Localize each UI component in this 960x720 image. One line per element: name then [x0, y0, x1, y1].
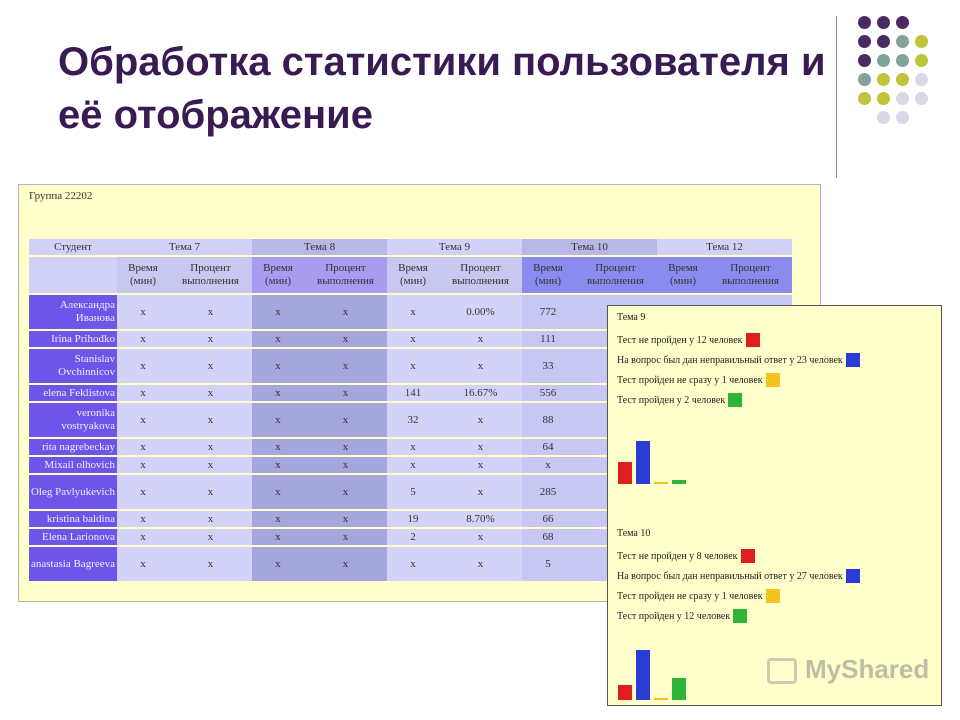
popup-topic-title: Тема 9 — [617, 312, 646, 323]
table-cell: 5 — [387, 474, 439, 510]
table-cell: 556 — [522, 384, 574, 402]
table-cell: x — [252, 474, 304, 510]
popup-topic-section — [617, 312, 860, 410]
table-cell: 772 — [522, 294, 574, 330]
legend-line — [617, 370, 860, 390]
table-cell: x — [252, 438, 304, 456]
table-cell: x — [117, 438, 169, 456]
table-cell: x — [169, 546, 252, 582]
table-cell: x — [252, 456, 304, 474]
table-cell: x — [252, 330, 304, 348]
student-name[interactable]: Irina Prihodko — [29, 330, 117, 348]
table-cell: 0.00% — [439, 294, 522, 330]
table-cell: 64 — [522, 438, 574, 456]
legend-line — [617, 546, 860, 566]
table-cell: x — [387, 456, 439, 474]
legend-line — [617, 350, 860, 370]
percent-column-header: Процент выполнения — [304, 256, 387, 294]
table-cell: x — [387, 294, 439, 330]
decorative-dot — [896, 111, 909, 124]
table-cell: x — [439, 402, 522, 438]
decorative-dot — [877, 35, 890, 48]
table-cell: x — [439, 456, 522, 474]
table-cell: x — [304, 510, 387, 528]
chart-bar — [618, 462, 632, 484]
table-cell: 2 — [387, 528, 439, 546]
topic-header: Тема 7 — [117, 239, 252, 256]
legend-text: На вопрос был дан неправильный ответ у 27 человек — [617, 570, 843, 582]
table-cell: x — [169, 438, 252, 456]
decorative-dot — [877, 16, 890, 29]
student-name[interactable]: kristina baldina — [29, 510, 117, 528]
legend-line — [617, 390, 860, 410]
table-cell: x — [169, 456, 252, 474]
legend-color-swatch — [728, 393, 742, 407]
table-cell: x — [304, 384, 387, 402]
chart-bar — [618, 685, 632, 700]
time-column-header: Время (мин) — [387, 256, 439, 294]
table-cell: x — [439, 546, 522, 582]
time-column-header: Время (мин) — [657, 256, 709, 294]
legend-text: Тест пройден у 12 человек — [617, 610, 731, 622]
time-column-header: Время (мин) — [117, 256, 169, 294]
legend-line — [617, 606, 860, 626]
percent-column-header: Процент выполнения — [574, 256, 657, 294]
legend-color-swatch — [766, 589, 780, 603]
table-cell: x — [169, 330, 252, 348]
student-name[interactable]: Mixail olhovich — [29, 456, 117, 474]
table-cell: x — [439, 438, 522, 456]
decorative-dot — [915, 54, 928, 67]
table-cell: x — [304, 330, 387, 348]
table-cell: x — [117, 546, 169, 582]
table-cell: x — [387, 438, 439, 456]
table-cell: 68 — [522, 528, 574, 546]
statistics-popup — [607, 305, 942, 706]
decorative-dot — [877, 111, 890, 124]
table-cell: x — [387, 330, 439, 348]
chart-bar — [672, 480, 686, 484]
legend-line — [617, 330, 860, 350]
legend-text: На вопрос был дан неправильный ответ у 23 человек — [617, 354, 843, 366]
legend-color-swatch — [733, 609, 747, 623]
student-name[interactable]: Александра Иванова — [29, 294, 117, 330]
decorative-dot — [896, 73, 909, 86]
table-cell: 33 — [522, 348, 574, 384]
decorative-dot — [858, 54, 871, 67]
popup-topic-title: Тема 10 — [617, 528, 651, 539]
table-cell: x — [169, 348, 252, 384]
popup-bar-chart — [618, 640, 698, 700]
table-cell: x — [252, 528, 304, 546]
table-cell: x — [169, 384, 252, 402]
table-cell: x — [387, 546, 439, 582]
watermark: MyShared — [805, 654, 930, 684]
table-cell: x — [304, 546, 387, 582]
chart-bar — [654, 482, 668, 484]
table-cell: x — [522, 456, 574, 474]
legend-text: Тест не пройден у 8 человек — [617, 550, 738, 562]
table-cell: x — [252, 384, 304, 402]
table-cell: x — [387, 348, 439, 384]
table-cell: x — [439, 528, 522, 546]
table-cell: x — [117, 348, 169, 384]
legend-text: Тест пройден не сразу у 1 человек — [617, 374, 763, 386]
topic-header: Тема 9 — [387, 239, 522, 256]
table-cell: x — [304, 528, 387, 546]
table-cell: 66 — [522, 510, 574, 528]
table-cell: 19 — [387, 510, 439, 528]
decorative-dot — [858, 35, 871, 48]
decorative-dot — [915, 35, 928, 48]
decorative-dot — [896, 16, 909, 29]
legend-color-swatch — [746, 333, 760, 347]
student-name[interactable]: anastasia Bagreeva — [29, 546, 117, 582]
table-cell: x — [169, 510, 252, 528]
title-divider — [836, 16, 837, 178]
student-name[interactable]: Stanislav Ovchinnicov — [29, 348, 117, 384]
decorative-dot — [877, 54, 890, 67]
table-cell: x — [117, 402, 169, 438]
table-cell: x — [117, 510, 169, 528]
table-cell: 8.70% — [439, 510, 522, 528]
table-cell: x — [117, 384, 169, 402]
table-cell: 32 — [387, 402, 439, 438]
table-cell: x — [304, 348, 387, 384]
table-cell: x — [304, 474, 387, 510]
table-cell: x — [252, 510, 304, 528]
topic-header: Тема 8 — [252, 239, 387, 256]
slide-title: Обработка статистики пользователя и её отображение — [58, 40, 826, 137]
table-cell: x — [304, 294, 387, 330]
decorative-dot — [858, 92, 871, 105]
legend-color-swatch — [846, 353, 860, 367]
chart-bar — [672, 678, 686, 700]
legend-text: Тест пройден не сразу у 1 человек — [617, 590, 763, 602]
table-cell: x — [304, 438, 387, 456]
table-cell: 16.67% — [439, 384, 522, 402]
decorative-dot — [877, 73, 890, 86]
table-cell: 111 — [522, 330, 574, 348]
legend-line — [617, 586, 860, 606]
table-cell: x — [169, 402, 252, 438]
chart-bar — [636, 441, 650, 484]
table-cell: x — [304, 402, 387, 438]
table-cell: x — [169, 474, 252, 510]
legend-color-swatch — [741, 549, 755, 563]
table-cell: x — [252, 402, 304, 438]
legend-text: Тест не пройден у 12 человек — [617, 334, 743, 346]
decorative-dot — [915, 92, 928, 105]
table-cell: x — [439, 330, 522, 348]
table-cell: x — [117, 294, 169, 330]
table-cell: x — [117, 456, 169, 474]
topic-header: Тема 10 — [522, 239, 657, 256]
table-cell: x — [439, 474, 522, 510]
table-cell: x — [169, 294, 252, 330]
chart-bar — [636, 650, 650, 700]
table-cell: x — [169, 528, 252, 546]
topic-header-row — [29, 239, 792, 256]
table-cell: x — [252, 294, 304, 330]
decorative-dot — [915, 73, 928, 86]
legend-color-swatch — [846, 569, 860, 583]
table-cell: x — [117, 330, 169, 348]
student-name[interactable]: elena Feklistova — [29, 384, 117, 402]
legend-line — [617, 566, 860, 586]
popup-topic-section — [617, 528, 860, 626]
column-header-row — [29, 256, 792, 294]
decorative-dot — [858, 16, 871, 29]
decorative-dot — [896, 35, 909, 48]
percent-column-header: Процент выполнения — [709, 256, 792, 294]
legend-color-swatch — [766, 373, 780, 387]
percent-column-header: Процент выполнения — [169, 256, 252, 294]
decorative-dot — [858, 73, 871, 86]
decorative-dot — [877, 92, 890, 105]
decorative-dot — [896, 54, 909, 67]
topic-header: Тема 12 — [657, 239, 792, 256]
table-cell: 5 — [522, 546, 574, 582]
table-cell: 141 — [387, 384, 439, 402]
table-cell: x — [252, 546, 304, 582]
student-name[interactable]: rita nagrebeckay — [29, 438, 117, 456]
legend-text: Тест пройден у 2 человек — [617, 394, 726, 406]
percent-column-header: Процент выполнения — [439, 256, 522, 294]
table-cell: x — [304, 456, 387, 474]
table-cell: x — [252, 348, 304, 384]
student-name[interactable]: veronika vostryakova — [29, 402, 117, 438]
table-cell: x — [117, 474, 169, 510]
student-name[interactable]: Oleg Pavlyukevich — [29, 474, 117, 510]
time-column-header: Время (мин) — [252, 256, 304, 294]
table-cell: x — [117, 528, 169, 546]
decorative-dot — [896, 92, 909, 105]
chart-bar — [654, 698, 668, 700]
student-name[interactable]: Elena Larionova — [29, 528, 117, 546]
table-cell: x — [439, 348, 522, 384]
table-cell: 285 — [522, 474, 574, 510]
time-column-header: Время (мин) — [522, 256, 574, 294]
group-label: Группа 22202 — [29, 190, 93, 202]
table-cell: 88 — [522, 402, 574, 438]
student-header: Студент — [29, 239, 117, 256]
popup-bar-chart — [618, 424, 698, 484]
